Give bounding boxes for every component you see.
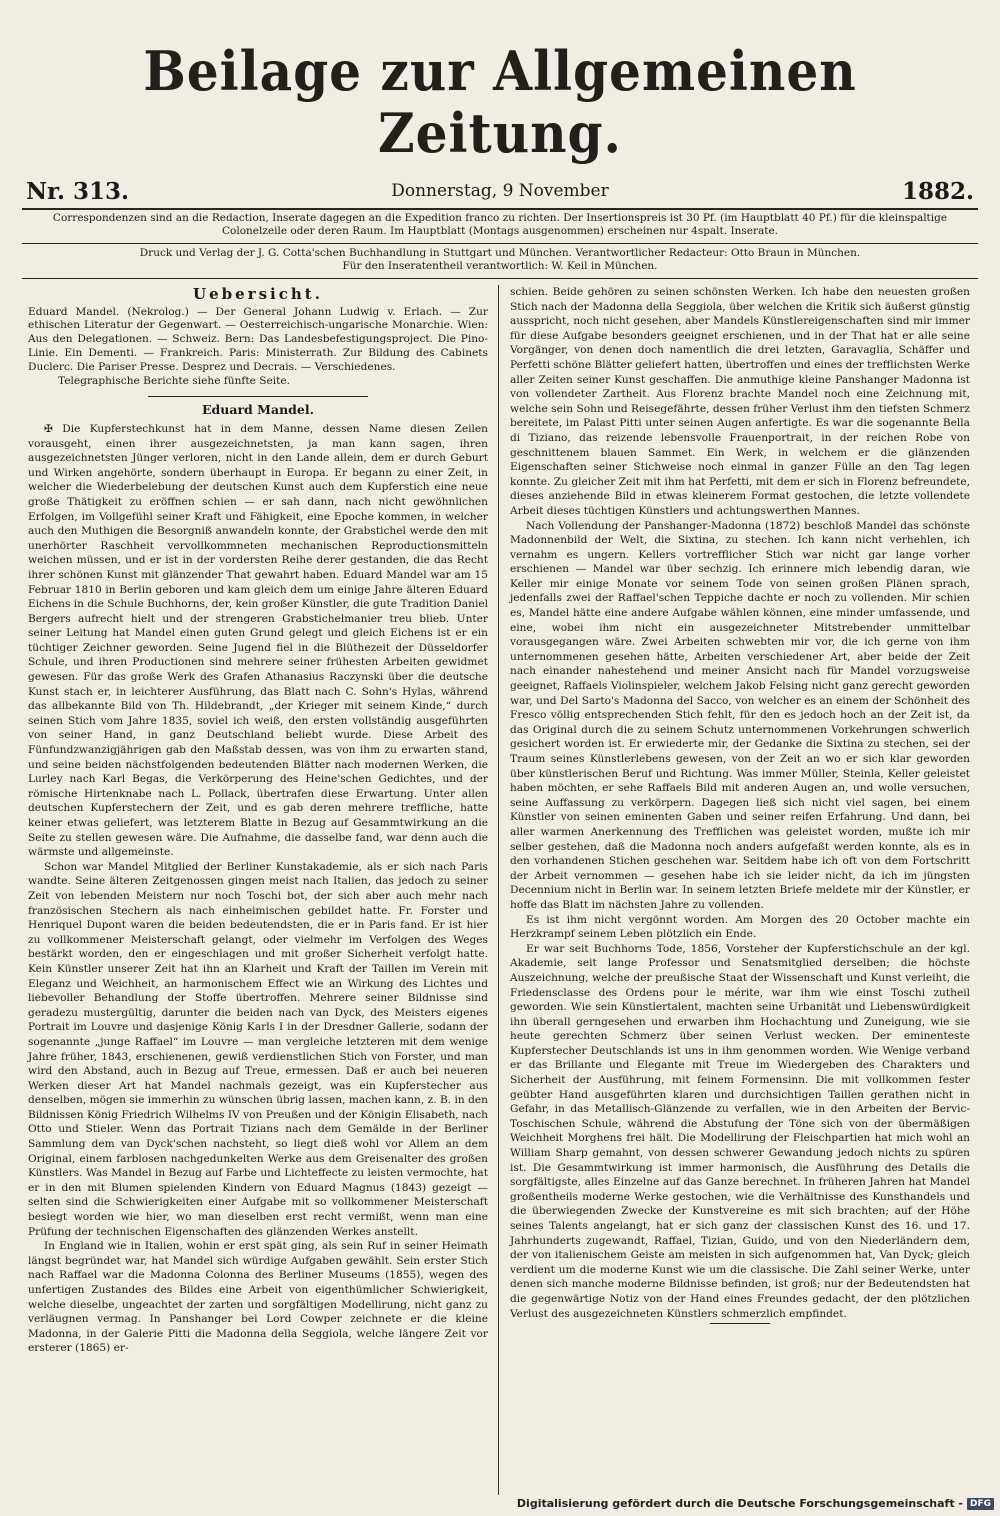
issue-date: Donnerstag, 9 November <box>391 181 609 201</box>
issue-row <box>22 178 978 204</box>
left-column <box>28 285 488 1356</box>
article-paragraph: Nach Vollendung der Panshanger-Madonna (1872) beschloß Mandel das schönste Madonnenbild der Welt, die Sixtina, zu stechen. Ich kann nicht verhehlen, ich vernahm es ungern. Kellers vortrefflicher Stich war nicht gar lange vorher erschienen — Mandel war über sechzig. Ich erinnere mich lebendig daran, wie Keller mir einige Monate vor seinem Tode von seinen großen Plänen sprach, jedenfalls zwei der Raffael'schen Teppiche dachte er noch zu vollenden. Mir schien es, Mandel hätte eine andere Aufgabe wählen können, eine minder umfassende, und eine, wobei ihm nicht ein ausgezeichneter Mitstrebender unmittelbar vorausgegangen wäre. Zwei Arbeiten schwebten mir vor, die ich gerne von ihm unternommenen gesehen hätte, Arbeiten verschiedener Art, aber beide der Zeit nach einander nahestehend und meiner Ansicht nach für Mandel vorzugsweise geeignet, Raffaels Violinspieler, welchem Jakob Felsing nicht ganz gerecht geworden war, und Del Sarto's Madonna del Sacco, von welcher es an einem der Schönheit des Fresco völlig entsprechenden Stich fehlt, für den es jedoch hoch an der Zeit ist, da das Original durch die zu seinem Schutz unternommenen Vorkehrungen schwerlich gesichert worden ist. Er erwiederte mir, der Gedanke die Sixtina zu stechen, sei der Traum seines Künstlerlebens gewesen, von der Zeit an wo er sich klar geworden über künstlerischen Beruf und Richtung. Was immer Müller, Steinla, Keller geleistet haben möchten, er sehe Raffaels Bild mit anderen Augen an, und wolle versuchen, seine Auffassung zu verkörpern. Dagegen ließ sich nicht viel sagen, bei einem Künstler von seinen eminenten Gaben und seiner reifen Erfahrung. Und dann, bei aller warmen Anerkennung des Trefflichen was geleistet worden, mußte ich mir selber gestehen, daß die Madonna noch anders aufgefaßt werden konnte, als es in den vorhandenen Stichen geschehen war. Seitdem habe ich oft von dem Fortschritt der Arbeit vernommen — gesehen habe ich sie leider nicht, da ich im jüngsten Decennium nicht in Berlin war. In seinem letzten Briefe meldete mir der Künstler, er hoffe das Blatt im nächsten Jahre zu vollenden. <box>510 519 970 911</box>
dfg-logo-icon: DFG <box>967 1498 994 1510</box>
article-paragraph: schien. Beide gehören zu seinen schönsten Werken. Ich habe den neuesten großen Stich nach der Madonna della Seggiola, über welchen die Kritik sich äußerst günstig ausspricht, noch nicht gesehen, aber Mandels Künstlereigenschaften sind mir immer für diese Aufgabe besonders geeignet erschienen, und in der That hat er alle seine Vorgänger, von denen doch namentlich die drei letzten, Garavaglia, Schäffer und Perfetti schöne Blätter geliefert hatten, übertroffen und eines der trefflichsten Werke aller Zeiten seiner Kunst geschaffen. Die anmuthige kleine Panshanger Madonna ist von vollendeter Zartheit. Aus Florenz brachte Mandel noch eine Zeichnung mit, welche sein Sohn und Reisegefährte, dessen früher Verlust ihm den tiefsten Schmerz bereitete, im Palast Pitti unter seinen Augen anfertigte. Es war die sogenannte Bella di Tiziano, das reizende lebensvolle Frauenportrait, in der reichen Robe von geschnittenem blauen Sammet. Ein Werk, in welchem er die glänzenden Eigenschaften seiner Stichweise noch einmal in ganzer Fülle an den Tag legen konnte. Zu gleicher Zeit mit ihm hat Perfetti, mit dem er sich in Florenz befreundete, dieses anziehende Bild in etwas kleinerem Format gestochen, die letzte vollendete Arbeit dieses tüchtigen Künstlers und achtungswerthen Mannes. <box>510 286 970 517</box>
issue-number: Nr. 313. <box>26 178 130 205</box>
article-end-rule <box>710 1323 770 1324</box>
digitization-footer <box>517 1497 994 1510</box>
imprint-rule <box>22 278 978 279</box>
newspaper-page <box>22 40 978 1495</box>
article-paragraph: ✠ Die Kupferstechkunst hat in dem Manne, dessen Name diesen Zeilen vorausgeht, einen ihrer ausgezeichnetsten, ja man kann sagen, ihren ausgezeichnetsten Jünger verloren, nicht in den Lande allein, dem er durch Geburt und Wirken angehörte, sondern überhaupt in Europa. Er begann zu einer Zeit, in welcher die Wiederbelebung der deutschen Kunst auch dem Kupferstich eine neue große Thätigkeit zu eröffnen schien — er sah dann, nach nicht gewöhnlichen Erfolgen, im Vollgefühl seiner Kraft und Fähigkeit, eine Epoche kommen, in welcher auch den Muthigen die Besorgniß anwandeln konnte, der Grabstichel werde den mit unerhörter Raschheit vervollkommneten mechanischen Reproductionsmitteln weichen müssen, und er ist in der vordersten Reihe derer gestanden, die das Recht ihrer schönen Kunst mit glänzender That gewahrt haben. Eduard Mandel war am 15 Februar 1810 in Berlin geboren und kam gleich dem um einige Jahre älteren Eduard Eichens in die Schule Buchhorns, der, kein großer Künstler, die gute Tradition Daniel Bergers aufrecht hielt und der strengeren Grabstichelmanier treu blieb. Unter seiner Leitung hat Mandel einen guten Grund gelegt und gleich Eichens ist er ein tüchtiger Zeichner geworden. Seine Jugend fiel in die Blüthezeit der Düsseldorfer Schule, und ihren Productionen sind mehrere seiner frühesten Arbeiten gewidmet gewesen. Für das große Werk des Grafen Athanasius Raczynski über die deutsche Kunst stach er, in leichterer Ausführung, das Blatt nach C. Sohn's Hylas, während das allbekannte Bild von Th. Hildebrandt, „der Krieger mit seinem Kinde,“ durch seinen Stich vom Jahre 1835, soviel ich weiß, den ersten vollständig ausgeführten von seiner Hand, in ganz Deutschland beliebt wurde. Diese Arbeit des Fünfundzwanzigjährigen gab den Maßstab dessen, was von ihm zu erwarten stand, und seine beiden nächstfolgenden bedeutenden Blätter nach modernen Werken, die Lurley nach Karl Begas, die Verkörperung des Heine'schen Gedichtes, und der römische Hirtenknabe nach L. Pollack, übertrafen diese Erwartung. Unter allen deutschen Kupferstechern der Zeit, und es gab deren mehrere treffliche, hatte keiner etwas geliefert, was letzterem Blatte in Bezug auf Gesammtwirkung an die Seite zu stellen gewesen wäre. Die Aufnahme, die dasselbe fand, war denn auch die wärmste und allgemeinste. <box>28 422 488 859</box>
columns <box>22 285 978 1495</box>
issue-year: 1882. <box>901 178 974 205</box>
imprint-line-1: Druck und Verlag der J. G. Cotta'schen Buchhandlung in Stuttgart und München. Verantwortlicher Redacteur: Otto Braun in München. <box>139 247 861 259</box>
right-column <box>510 285 970 1324</box>
imprint-line-2: Für den Inseratentheil verantwortlich: W. Keil in München. <box>342 260 658 272</box>
article-paragraph: Schon war Mandel Mitglied der Berliner Kunstakademie, als er sich nach Paris wandte. Seine älteren Zeitgenossen gingen meist nach Italien, das jedoch zu seiner Zeit von lebenden Meistern nur noch Toschi bot, der sich aber auch mehr nach französischen Stechern als nach einheimischen gebildet hatte. Fr. Forster und Henriquel Dupont waren die beiden bedeutendsten, die er in Paris fand. Er ist hier zu vollkommener Meisterschaft gelangt, oder vielmehr im Verfolgen des Weges bestärkt worden, den er eingeschlagen und mit großer Sicherheit verfolgt hatte. Kein Künstler unserer Zeit hat ihn an Klarheit und Kraft der Taillen im Verein mit Eleganz und Weichheit, an harmonischem Effect wie an Wirkung des Lichtes und liebevoller Behandlung der Stoffe übertroffen. Mehrere seiner Bildnisse sind geradezu mustergültig, darunter die beiden nach van Dyck, des Meisters eigenes Portrait im Louvre und dasjenige König Karls I in der Dresdner Gallerie, sodann der sogenannte „junge Raffael“ im Louvre — man vergleiche letzteren mit dem wenige Jahre früher, 1843, erschienenen, gewiß verdienstlichen Stich von Forster, und man wird den Abstand, auch in Bezug auf Treue, ermessen. Daß er auch bei neueren Werken dieser Art hat Mandel nachmals gezeigt, was ein Kupferstecher aus denselben, mögen sie immerhin zu wünschen übrig lassen, machen kann, z. B. in den Bildnissen König Friedrich Wilhelms IV von Preußen und der Königin Elisabeth, nach Otto und Stieler. Wenn das Portrait Tizians nach dem Gemälde in der Berliner Sammlung dem van Dyck'schen nachsteht, so liegt dieß wohl vor Allem an dem Original, einem farblosen nachgedunkelten Werke aus dem Greisenalter des großen Künstlers. Was Mandel in Bezug auf Farbe und Lichteffecte zu leisten vermochte, hat er in den mit Blumen spielenden Kindern von Eduard Magnus (1843) gezeigt — selten sind die Schwierigkeiten einer Aufgabe mit so vollkommener Meisterschaft besiegt worden wie hier, wo man dieselben erst recht vermißt, wenn man eine Prüfung der technischen Eigenschaften des glänzenden Werkes anstellt. <box>28 860 488 1238</box>
column-divider <box>498 285 499 1495</box>
imprint <box>22 244 978 275</box>
article-paragraph: In England wie in Italien, wohin er erst spät ging, als sein Ruf in seiner Heimath längst begründet war, hat Mandel sich würdige Aufgaben gewählt. Sein erster Stich nach Raffael war die Madonna Colonna des Berliner Museums (1855), wegen des unfertigen Zustandes des Bildes eine Arbeit von eigenthümlicher Schwierigkeit, welche dieselbe, ungeachtet der zarten und sorgfältigen Modellirung, nicht ganz zu verläugnen vermag. In Panshanger bei Lord Cowper zeichnete er die kleine Madonna, in der Galerie Pitti die Madonna della Seggiola, welche längere Zeit vor ersterer (1865) er- <box>28 1240 488 1355</box>
subscription-notice: Correspondenzen sind an die Redaction, Inserate dagegen an die Expedition franco zu richten. Der Insertionspreis ist 30 Pf. (im Hauptblatt 40 Pf.) für die kleinspaltige Colonelzeile oder deren Raum. Im Hauptblatt (Montags ausgenommen) erscheinen nur 4spalt. Inserate. <box>52 212 948 237</box>
article-paragraph: Er war seit Buchhorns Tode, 1856, Vorsteher der Kupferstichschule an der kgl. Akademie, seit lange Professor und Senatsmitglied derselben; die höchste Auszeichnung, welche der preußische Staat der Wissenschaft und Kunst verleiht, die Friedensclasse des Ordens pour le mérite, war ihm wie einst Toschi zutheil geworden. Wie sein Künstlertalent, machten seine Urbanität und Liebenswürdigkeit ihn überall gerngesehen und erwarben ihm Hochachtung und Zuneigung, wie sie heute gerechten Schmerz über seinen Verlust wecken. Der eminenteste Kupferstecher Deutschlands ist uns in ihm genommen worden. Wie Wenige verband er das Brillante und Elegante mit Treue im Wiedergeben des Charakters und Sicherheit der Ausführung, mit feinem Formensinn. Die mit vollkommen fester geübter Hand ausgeführten klaren und durchsichtigen Taillen gerathen nicht in Gefahr, in das Metallisch-Glänzende zu verfallen, wie in den Arbeiten der Bervic-Toschischen Schule, während die Abstufung der Töne sich von der übermäßigen Weichheit Morghens frei hält. Die Modellirung der Fleischpartien hat mich wohl an William Sharp gemahnt, von dessen schwerer Gewandung jedoch nichts zu spüren ist. Die Gesammtwirkung ist immer harmonisch, die Ausführung des Details die sorgfältigste, alles Einzelne auf das Ganze berechnet. In früheren Jahren hat Mandel großentheils moderne Werke gestochen, wie die Verhältnisse des Kunsthandels und die überwiegenden Zwecke der Kunstvereine es mit sich brachten; auf der Höhe seines Talents angelangt, hat er sich ganz der classischen Kunst des 16. und 17. Jahrhunderts zugewandt, Raffael, Tizian, Guido, und von den Niederländern dem, der von italienischem Geiste am meisten in sich aufgenommen hat, Van Dyck; gleich verdient um die moderne Kunst wie um die classische. Die Zahl seiner Werke, unter denen sich manche moderne Bildnisse befinden, ist groß; nur der Bedeutendsten hat die gegenwärtige Notiz von der Hand eines Freundes gedacht, der den plötzlichen Verlust des ausgezeichneten Künstlers schmerzlich empfindet. <box>510 942 970 1320</box>
overview-text: Eduard Mandel. (Nekrolog.) — Der General Johann Ludwig v. Erlach. — Zur ethischen Literatur der Gegenwart. — Oesterreichisch-ungarische Monarchie. Wien: Aus den Delegationen. — Schweiz. Bern: Das Landesbefestigungsproject. Die Pino-Linie. Ein Dementi. — Frankreich. Paris: Ministerrath. Zur Bildung des Cabinets Duclerc. Die Pariser Presse. Desprez und Decrais. — Verschiedenes. <box>28 305 488 373</box>
article-paragraph: Es ist ihm nicht vergönnt worden. Am Morgen des 20 October machte ein Herzkrampf seinem Leben plötzlich ein Ende. <box>510 913 970 941</box>
overview-note: Telegraphische Berichte siehe fünfte Seite. <box>58 374 291 387</box>
article-title: Eduard Mandel. <box>202 402 314 418</box>
overview-title: Uebersicht. <box>193 285 323 303</box>
section-separator <box>148 396 368 397</box>
masthead: Beilage zur Allgemeinen Zeitung. <box>143 39 857 165</box>
footer-text: Digitalisierung gefördert durch die Deutsche Forschungsgemeinschaft - <box>516 1497 963 1510</box>
